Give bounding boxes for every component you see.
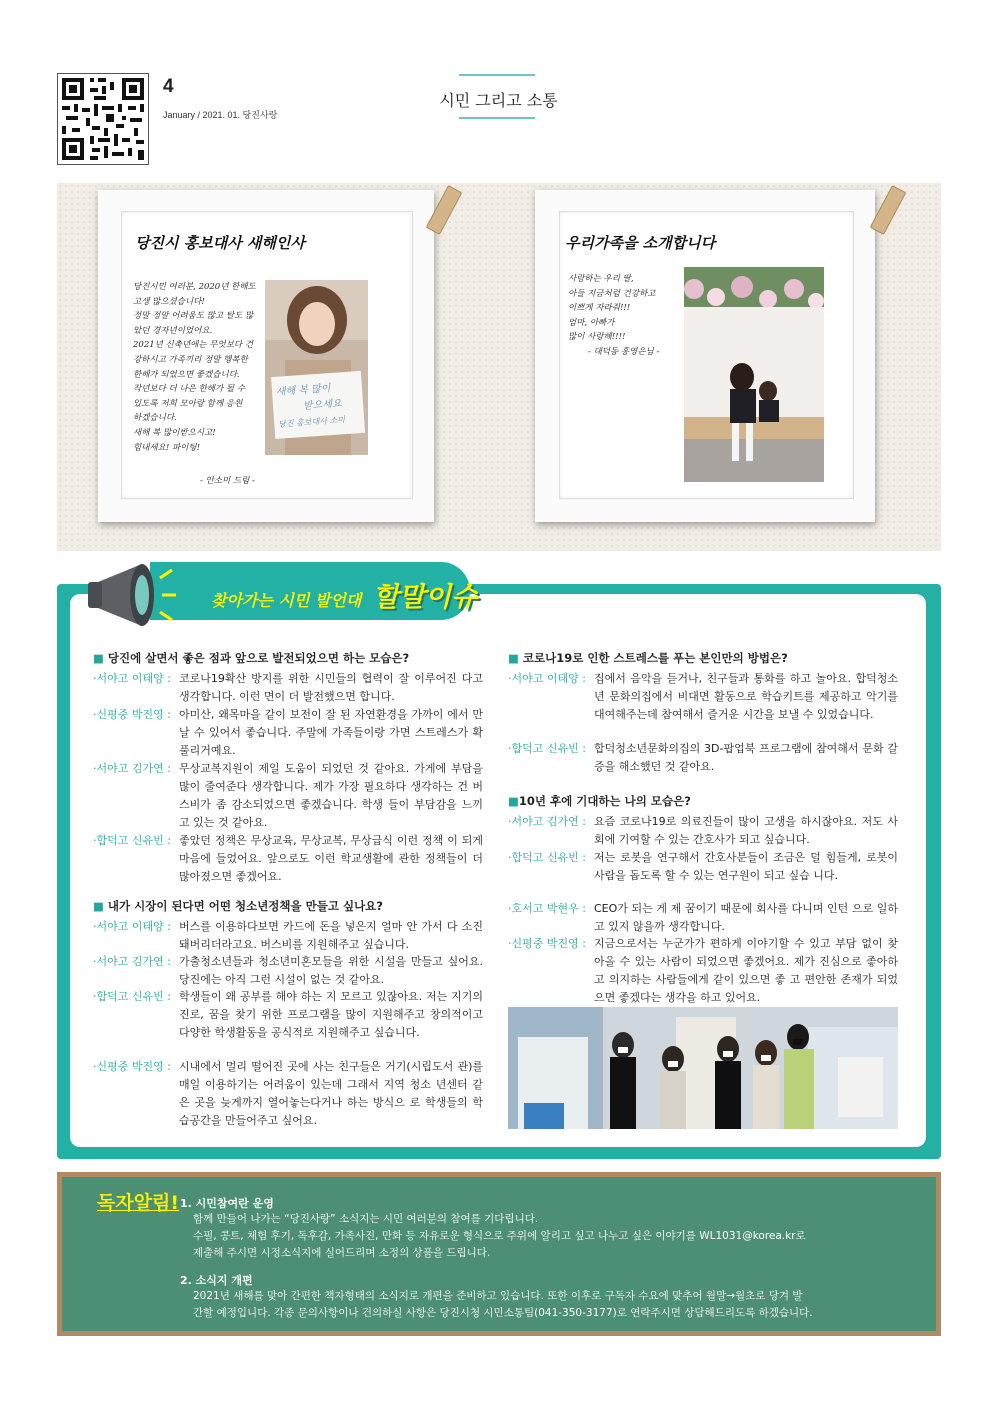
section-title-line-bottom [459, 117, 535, 119]
page-number: 4 [163, 76, 174, 97]
family-card-message [568, 272, 656, 345]
issue-line: January / 2021. 01. 당진사랑 [163, 110, 278, 120]
answer-item: ·서야고 이태양 : 버스를 이용하다보면 카드에 돈을 넣은지 얼마 안 가서 다 소진돼버리더라고요. 버스비를 지원해주고 싶습니다. [93, 920, 483, 951]
section-title-line-top [459, 74, 535, 76]
notice-body-1: 함께 만들어 나가는 “당진사랑” 소식지는 시민 여러분의 참여를 기다립니다. 수필, 콩트, 체험 후기, 독후감, 가족사진, 만화 등 자유로운 형식으로 주위에 알리고 싶고 나누고 싶은 이야기를 WL1031@korea.kr로 제출해 주시면 시정소식지에 실어드리며 소정의 상품을 드립니다. [193, 1213, 806, 1259]
family-message-line: 아들 지금처럼 건강하고 [568, 288, 656, 299]
answer-item: ·신평중 박진영 : 지금으로서는 누군가가 편하게 이야기할 수 있고 부담 없이 찾아올 수 있는 사람이 되었으면 좋겠어요. 제가 진심으로 좋아하고 의지하는 사람들에게 같이 있으면 좋 고 편안한 존재가 되었으면 좋겠다는 생각을 하고 있어요. [508, 937, 898, 1004]
answer-item: ·합덕고 신유빈 : 저는 로봇을 연구해서 간호사분들이 조금은 덜 힘들게, 로봇이 사람을 돕도록 할 수 있는 연구원이 되고 싶습 니다. [508, 851, 898, 882]
question-1: ■ 당진에 살면서 좋은 점과 앞으로 발전되었으면 하는 모습은? [93, 651, 410, 665]
family-card-title: 우리가족을 소개합니다 [565, 234, 716, 252]
section-title: 시민 그리고 소통 [439, 91, 558, 110]
greeting-message-line: 힘내세요! 파이팅! [133, 442, 201, 453]
greeting-message-line: 고생 많으셨습니다! [133, 296, 205, 307]
notice-body-2: 2021년 새해를 맞아 간편한 책자형태의 소식지로 개편을 준비하고 있습니다. 또한 이후로 구독자 수요에 맞추어 월말→월초로 당겨 발 간할 예정입니다. 각종 문의사항이나 건의하실 사항은 당진시청 시민소통팀(041-350-3177)로 연락주시면 상담해드리도록 하겠습니다. [193, 1290, 813, 1319]
issue-banner-title: 찾아가는 시민 발언대 할말이슈 [211, 582, 478, 613]
megaphone-icon [78, 560, 178, 630]
greeting-message-line: 강하시고 가족끼리 정말 행복한 [133, 354, 248, 365]
greeting-message-line: 당진시민 여러분, 2020년 한해도 [133, 282, 256, 292]
family-message-line: 엄마, 아빠가 [568, 317, 615, 328]
family-photo [684, 267, 824, 482]
answer-item: ·호서고 박현우 : CEO가 되는 게 제 꿈이기 때문에 회사를 다니며 인턴 으로 일하고 있지 않을까 생각합니다. [508, 902, 898, 933]
greeting-message-line: 2021년 신축년에는 무엇보다 건 [133, 340, 254, 351]
greeting-message-line: 있도록 저희 모아랑 함께 응원 [133, 398, 243, 409]
greeting-message-line: 았던 경자년이었어요. [133, 325, 213, 336]
notice-heading-2: 2. 소식지 개편 [180, 1274, 253, 1287]
notice-label: 독자알림! [97, 1192, 180, 1214]
greeting-message-line: 작년보다 더 나은 한해가 될 수 [133, 384, 246, 395]
greeting-card-signature: - 안소미 드림 - [200, 476, 255, 486]
answer-item: ·서야고 이태양 : 코로나19확산 방지를 위한 시민들의 협력이 잘 이루어진 다고 생각합니다. 이런 면이 더 발전했으면 합니다. [93, 672, 483, 703]
question-2: ■ 내가 시장이 된다면 어떤 청소년정책을 만들고 싶나요? [93, 899, 383, 913]
question-4: ■10년 후에 기대하는 나의 모습은? [508, 794, 691, 808]
sign-board-text: 새해 복 많이 받으세요 당진 홍보대사 소미 [275, 383, 346, 429]
greeting-message-line: 하겠습니다. [133, 413, 177, 424]
answer-item: ·서야고 김가연 : 무상교복지원이 제일 도움이 되었던 것 같아요. 가게에 부담을 많이 줄여준다 생각합니다. 제가 가장 필요하다 생각하는 건 버스비가 좀 감소되었으면 좋겠습니다. 학생 들이 부담감을 느끼고 있는 것 같아요. [93, 762, 483, 829]
family-message-line: 이쁘게 자라줘!!! [568, 303, 631, 314]
answer-item: ·서야고 김가연 : 요즘 코로나19로 의료진들이 많이 고생을 하시잖아요. 저도 사회에 기여할 수 있는 간호사가 되고 싶습니다. [508, 815, 898, 846]
answer-item: ·신평중 박진영 : 아미산, 왜목마을 같이 보전이 잘 된 자연환경을 가까이 에서 만날 수 있어서 좋습니다. 주말에 가족들이랑 가면 스트레스가 확 풀리거예요. [93, 708, 483, 757]
answer-item: ·서야고 이태양 : 집에서 음악을 듣거나, 친구들과 통화를 하고 놀아요. 합덕청소년 문화의집에서 비대면 활동으로 학습키트를 제공하고 악기를 대여해주는데 참여해서 즐거운 시간을 보낼 수 있었습니다. [508, 672, 898, 721]
question-3: ■ 코로나19로 인한 스트레스를 푸는 본인만의 방법은? [508, 651, 788, 665]
qr-code-icon [57, 73, 149, 165]
greeting-message-line: 정말 정말 어려움도 많고 탈도 많 [133, 311, 254, 322]
family-message-line: 사랑하는 우리 딸, [568, 274, 634, 284]
family-card-signature: - 대덕동 홍영은님 - [588, 347, 660, 357]
answer-item: ·신평중 박진영 : 시내에서 멀리 떨어진 곳에 사는 친구들은 거기(시립도서 관)를 매일 이용하기는 어려움이 있는데 그래서 지역 청소 년센터 같은 곳을 늦게까지 열어놓는다거나 하는 방식으 로 학생들의 학습공간을 만들어주고 싶어요. [93, 1060, 483, 1127]
greeting-card-message [133, 280, 256, 455]
greeting-message-line: 한해가 되었으면 좋겠습니다. [133, 369, 240, 380]
greeting-message-line: 새해 복 많이받으시고! [133, 427, 216, 438]
answer-item: ·서야고 김가연 : 가출청소년들과 청소년미혼모들을 위한 시설을 만들고 싶어요. 당진에는 아직 그런 시설이 없는 것 같아요. [93, 955, 483, 986]
ambassador-photo [265, 280, 368, 455]
answer-item: ·합덕고 신유빈 : 학생들이 왜 공부를 해야 하는 지 모르고 있잖아요. 저는 지기의 진로, 꿈을 찾기 위한 프로그램을 많이 지원해주고 창의적이고 다양한 학생활동을 공식적로 지원해주고 싶습니다. [93, 990, 483, 1039]
greeting-card-title: 당진시 홍보대사 새해인사 [135, 234, 305, 252]
answer-item: ·합덕고 신유빈 : 좋았던 정책은 무상교육, 무상교복, 무상급식 이런 정책 이 되게 마음에 들었어요. 앞으로도 이런 학교생활에 관한 정책들이 더 많아졌으면 좋겠어요. [93, 834, 483, 883]
students-group-photo [508, 1007, 898, 1129]
notice-heading-1: 1. 시민참여란 운영 [180, 1197, 274, 1210]
answer-item: ·합덕고 신유빈 : 합덕청소년문화의집의 3D-팝업북 프로그램에 참여해서 문화 갈증을 해소했던 것 같아요. [508, 742, 898, 773]
family-message-line: 많이 사랑해!!!! [568, 332, 626, 343]
